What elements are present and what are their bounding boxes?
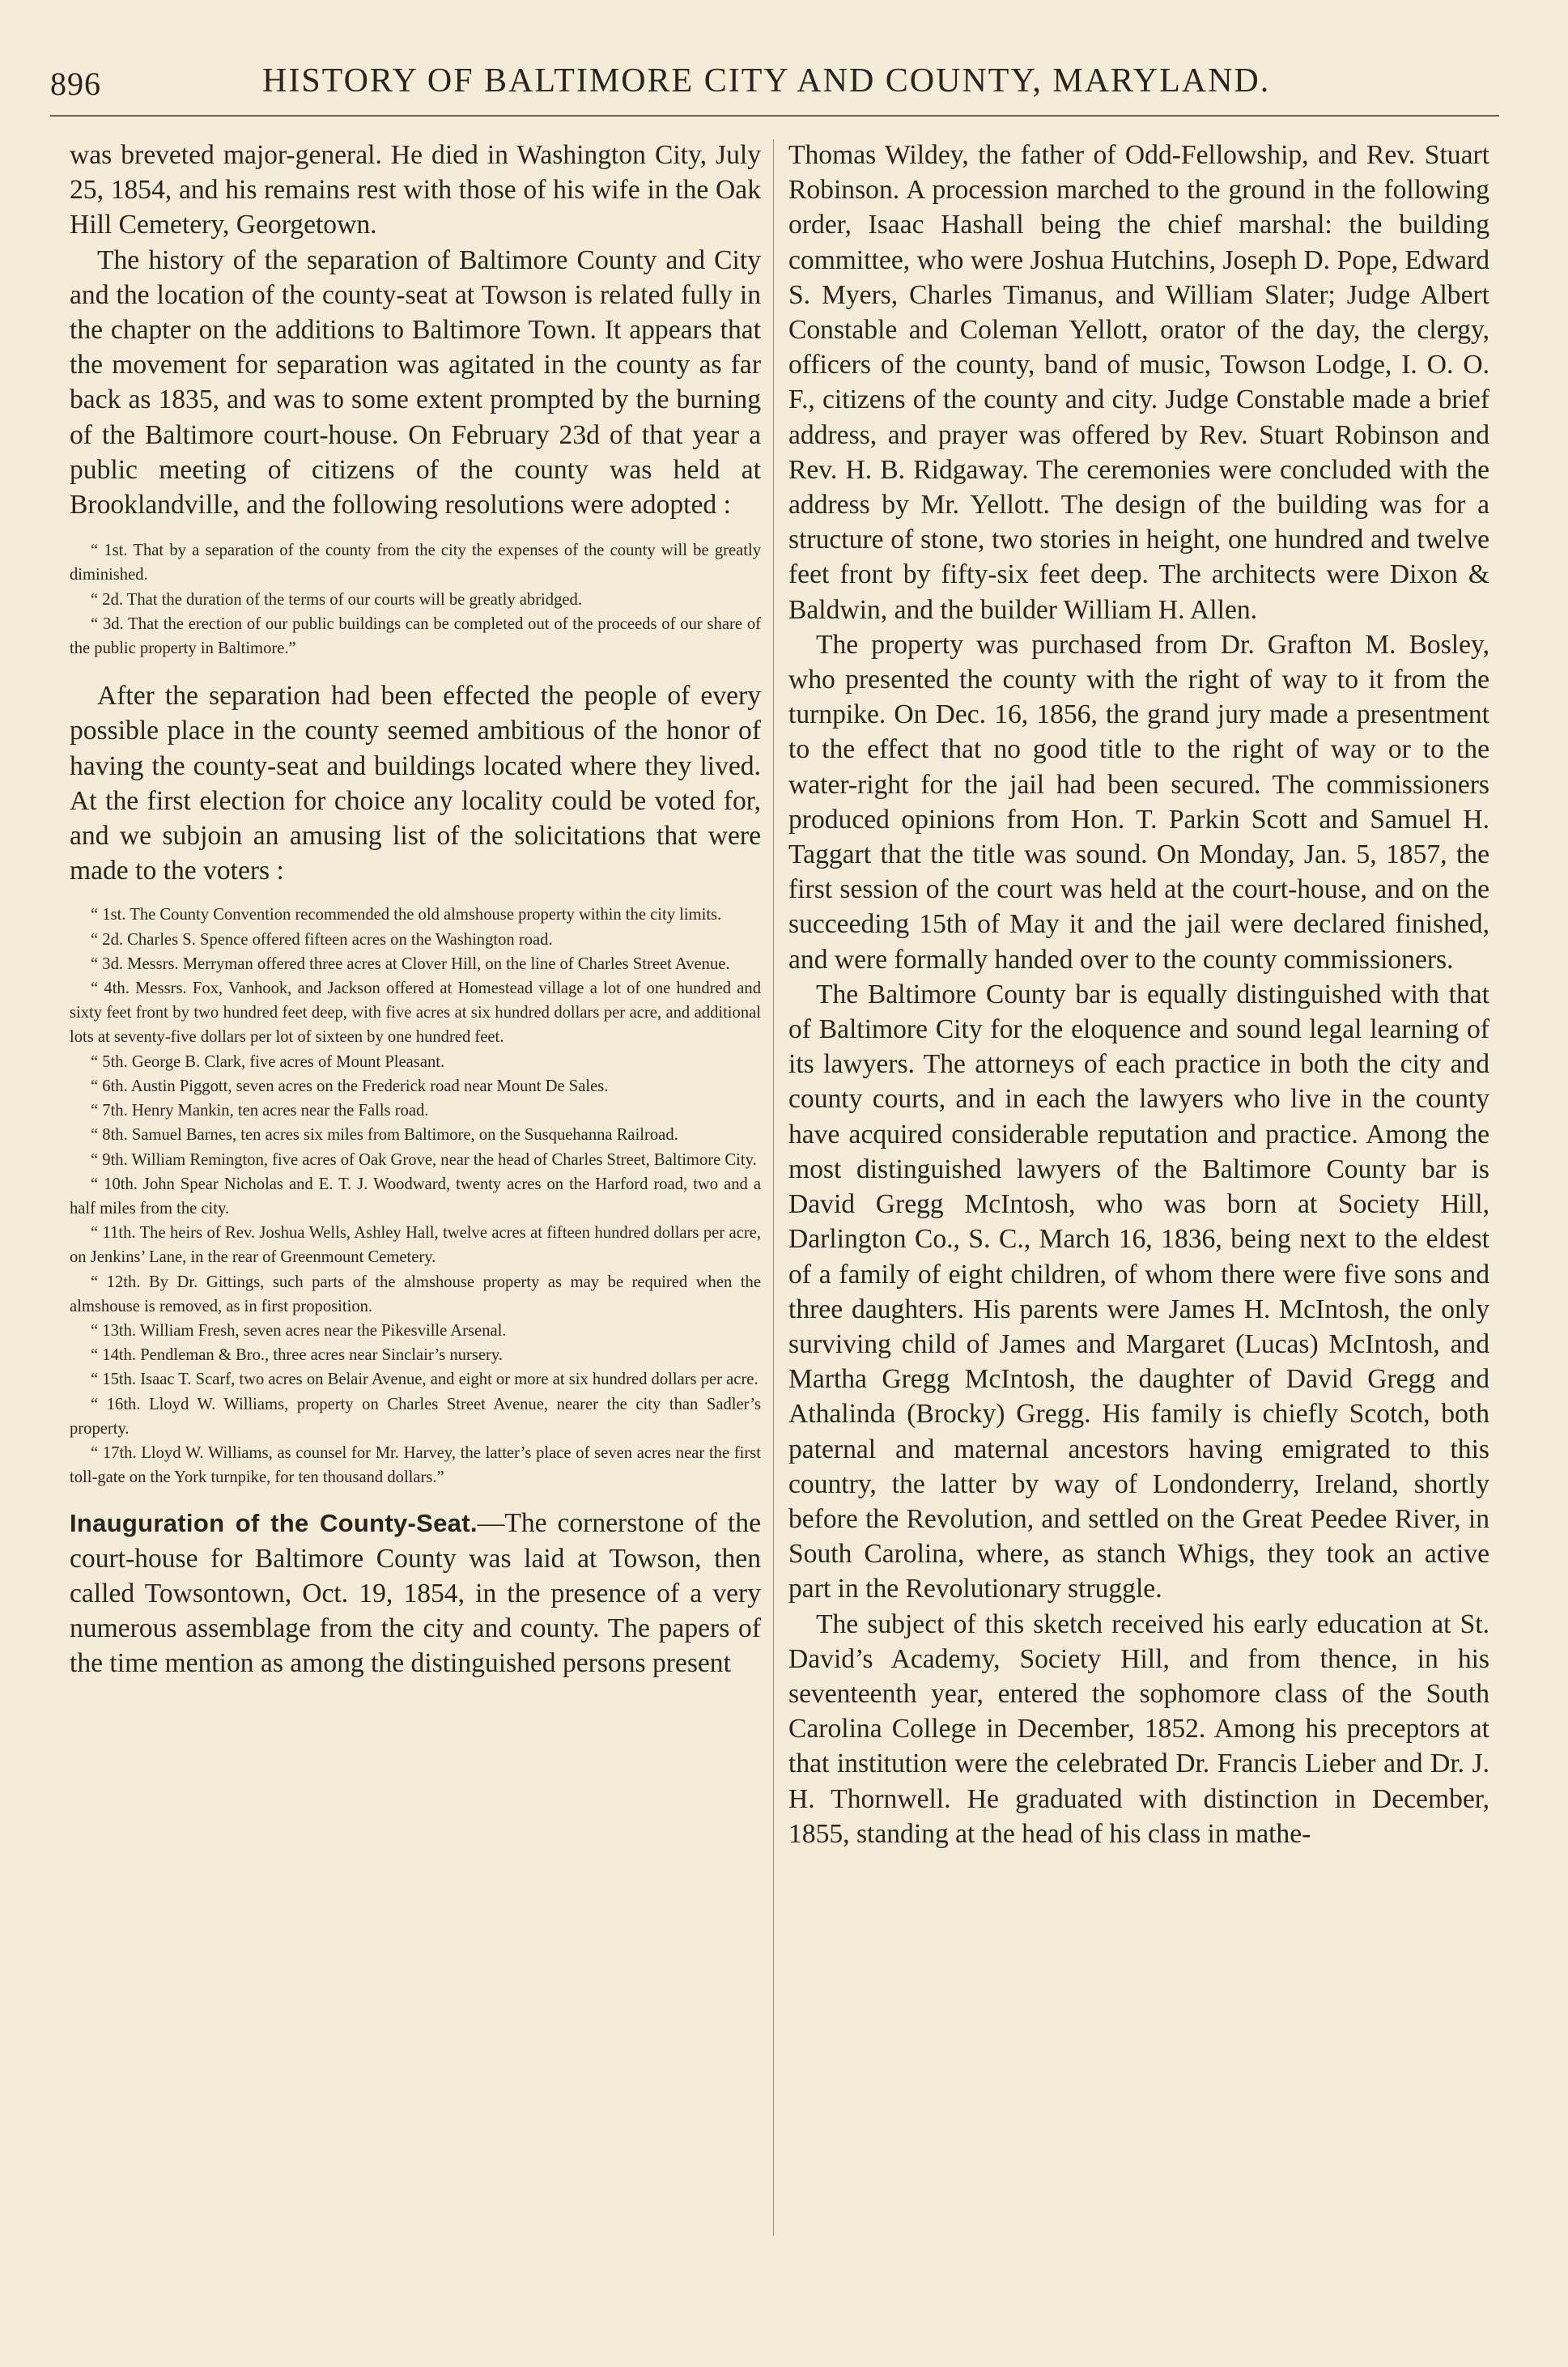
solicitations-list <box>70 903 761 1489</box>
solicitation-item: “ 12th. By Dr. Gittings, such parts of the almshouse property as may be required when the almshouse is removed, as in first proposition. <box>70 1273 761 1315</box>
solicitation-item: “ 13th. William Fresh, seven acres near the Pikesville Arsenal. <box>91 1321 507 1340</box>
right-paragraph-1: Thomas Wildey, the father of Odd-Fellowship, and Rev. Stuart Robinson. A procession marched to the ground in the following order, Isaac Hashall being the chief marshal: the building committee, who were Joshua Hutchins, Joseph D. Pope, Edward S. Myers, Charles Timanus, and William Slater; Judge Albert Constable and Coleman Yellott, orator of the day, the clergy, officers of the county, band of music, Towson Lodge, I. O. O. F., citizens of the county and city. Judge Constable made a brief address, and prayer was offered by Rev. Stuart Robinson and Rev. H. B. Ridgaway. The ceremonies were concluded with the address by Mr. Yellott. The design of the building was for a structure of stone, two stories in height, one hundred and twelve feet front by fifty-six feet deep. The architects were Dixon & Baldwin, and the builder William H. Allen. <box>788 140 1489 625</box>
column-divider <box>773 139 774 2236</box>
section-body-text: —The cornerstone of the court-house for Baltimore County was laid at Towson, then called Towsontown, Oct. 19, 1854, in the presence of a very numerous assemblage from the city and county. The papers of the time mention as among the distinguished persons present <box>70 1508 761 1679</box>
solicitation-item: “ 11th. The heirs of Rev. Joshua Wells, Ashley Hall, twelve acres at fifteen hundred dollars per acre, on Jenkins’ Lane, in the rear of Greenmount Cemetery. <box>70 1224 761 1267</box>
solicitation-item: “ 6th. Austin Piggott, seven acres on the Frederick road near Mount De Sales. <box>91 1077 609 1095</box>
resolutions-list <box>70 538 761 661</box>
right-paragraph-2: The property was purchased from Dr. Grafton M. Bosley, who presented the county with the right of way to it from the turnpike. On Dec. 16, 1856, the grand jury made a presentment to the effect that no good title to the right of way or to the water-right for the jail had been secured. The commissioners produced opinions from Hon. T. Parkin Scott and Samuel H. Taggart that the title was sound. On Monday, Jan. 5, 1857, the first session of the court was held at the court-house, and on the succeeding 15th of May it and the jail were declared finished, and were formally handed over to the county commissioners. <box>788 629 1489 975</box>
solicitation-item: “ 16th. Lloyd W. Williams, property on Charles Street Avenue, nearer the city than Sadler’s property. <box>70 1395 761 1438</box>
solicitation-item: “ 5th. George B. Clark, five acres of Mount Pleasant. <box>91 1052 445 1071</box>
right-column <box>788 138 1489 2242</box>
solicitation-item: “ 10th. John Spear Nicholas and E. T. J. Woodward, twenty acres on the Harford road, two and a half miles from the city. <box>70 1175 761 1217</box>
solicitation-item: “ 8th. Samuel Barnes, ten acres six miles from Baltimore, on the Susquehanna Railroad. <box>91 1126 678 1145</box>
solicitation-item: “ 4th. Messrs. Fox, Vanhook, and Jackson offered at Homestead village a lot of one hundred and sixty feet front by two hundred feet deep, with five acres at six hundred dollars per acre, and additional lots at seventy-five dollars per lot of sixteen by one hundred feet. <box>70 980 761 1047</box>
left-column <box>70 138 761 2242</box>
solicitation-item: “ 1st. The County Convention recommended the old almshouse property within the city limits. <box>91 906 722 924</box>
left-paragraph-3: After the separation had been effected the people of every possible place in the county seemed ambitious of the honor of having the county-seat and buildings located where they lived. At the first election for choice any locality could be voted for, and we subjoin an amusing list of the solicitations that were made to the voters : <box>70 681 761 886</box>
left-paragraph-1: was breveted major-general. He died in Washington City, July 25, 1854, and his remains rest with those of his wife in the Oak Hill Cemetery, Georgetown. <box>70 140 761 240</box>
left-paragraph-2: The history of the separation of Baltimore County and City and the location of the county-seat at Towson is related fully in the chapter on the additions to Baltimore Town. It appears that the movement for separation was agitated in the county as far back as 1835, and was to some extent prompted by the burning of the Baltimore court-house. On February 23d of that year a public meeting of citizens of the county was held at Brooklandville, and the following resolutions were adopted : <box>70 244 761 521</box>
resolution-item: “ 2d. That the duration of the terms of our courts will be greatly abridged. <box>91 590 582 609</box>
resolution-item: “ 3d. That the erection of our public buildings can be completed out of the proceeds of our share of the public property in Baltimore.” <box>70 614 761 658</box>
page-header <box>50 55 1499 112</box>
resolution-item: “ 1st. That by a separation of the county from the city the expenses of the county will be greatly diminished. <box>70 542 761 584</box>
solicitation-item: “ 9th. William Remington, five acres of Oak Grove, near the head of Charles Street, Baltimore City. <box>91 1150 757 1169</box>
solicitation-item: “ 7th. Henry Mankin, ten acres near the Falls road. <box>91 1102 429 1120</box>
page-number: 896 <box>50 66 101 102</box>
right-paragraph-3: The Baltimore County bar is equally distinguished with that of Baltimore City for the eloquence and sound legal learning of its lawyers. The attorneys of each practice in both the city and county courts, and in each the lawyers who live in the county have acquired considerable reputation and practice. Among the most distinguished lawyers of the Baltimore County bar is David Gregg McIntosh, who was born at Society Hill, Darlington Co., S. C., March 16, 1836, being next to the eldest of a family of eight children, of whom there were five sons and three daughters. His parents were James H. McIntosh, the only surviving child of James and Margaret (Lucas) McIntosh, and Martha Gregg McIntosh, the daughter of David Gregg and Athalinda (Brocky) Gregg. His family is chiefly Scotch, both paternal and maternal ancestors having emigrated to this country, the latter by way of Londonderry, Ireland, shortly before the Revolution, and settled on the Great Peedee River, in South Carolina, where, as stanch Whigs, they took an active part in the Revolutionary struggle. <box>788 979 1489 1604</box>
running-title: HISTORY OF BALTIMORE CITY AND COUNTY, MARYLAND. <box>262 62 1271 100</box>
solicitation-item: “ 3d. Messrs. Merryman offered three acres at Clover Hill, on the line of Charles Street Avenue. <box>91 954 730 973</box>
right-paragraph-4: The subject of this sketch received his early education at St. David’s Academy, Society Hill, and from thence, in his seventeenth year, entered the sophomore class of the South Carolina College in December, 1852. Among his preceptors at that institution were the celebrated Dr. Francis Lieber and Dr. J. H. Thornwell. He graduated with distinction in December, 1855, standing at the head of his class in mathe- <box>788 1608 1489 1849</box>
solicitation-item: “ 14th. Pendleman & Bro., three acres near Sinclair’s nursery. <box>91 1346 503 1365</box>
solicitation-item: “ 17th. Lloyd W. Williams, as counsel for Mr. Harvey, the latter’s place of seven acres near the first toll-gate on the York turnpike, for ten thousand dollars.” <box>70 1443 761 1487</box>
solicitation-item: “ 2d. Charles S. Spence offered fifteen acres on the Washington road. <box>91 930 553 949</box>
section-heading: Inauguration of the County-Seat. <box>70 1509 478 1538</box>
solicitation-item: “ 15th. Isaac T. Scarf, two acres on Belair Avenue, and eight or more at six hundred dollars per acre. <box>91 1370 759 1389</box>
header-rule <box>50 115 1499 117</box>
left-paragraph-4 <box>70 1506 761 1681</box>
